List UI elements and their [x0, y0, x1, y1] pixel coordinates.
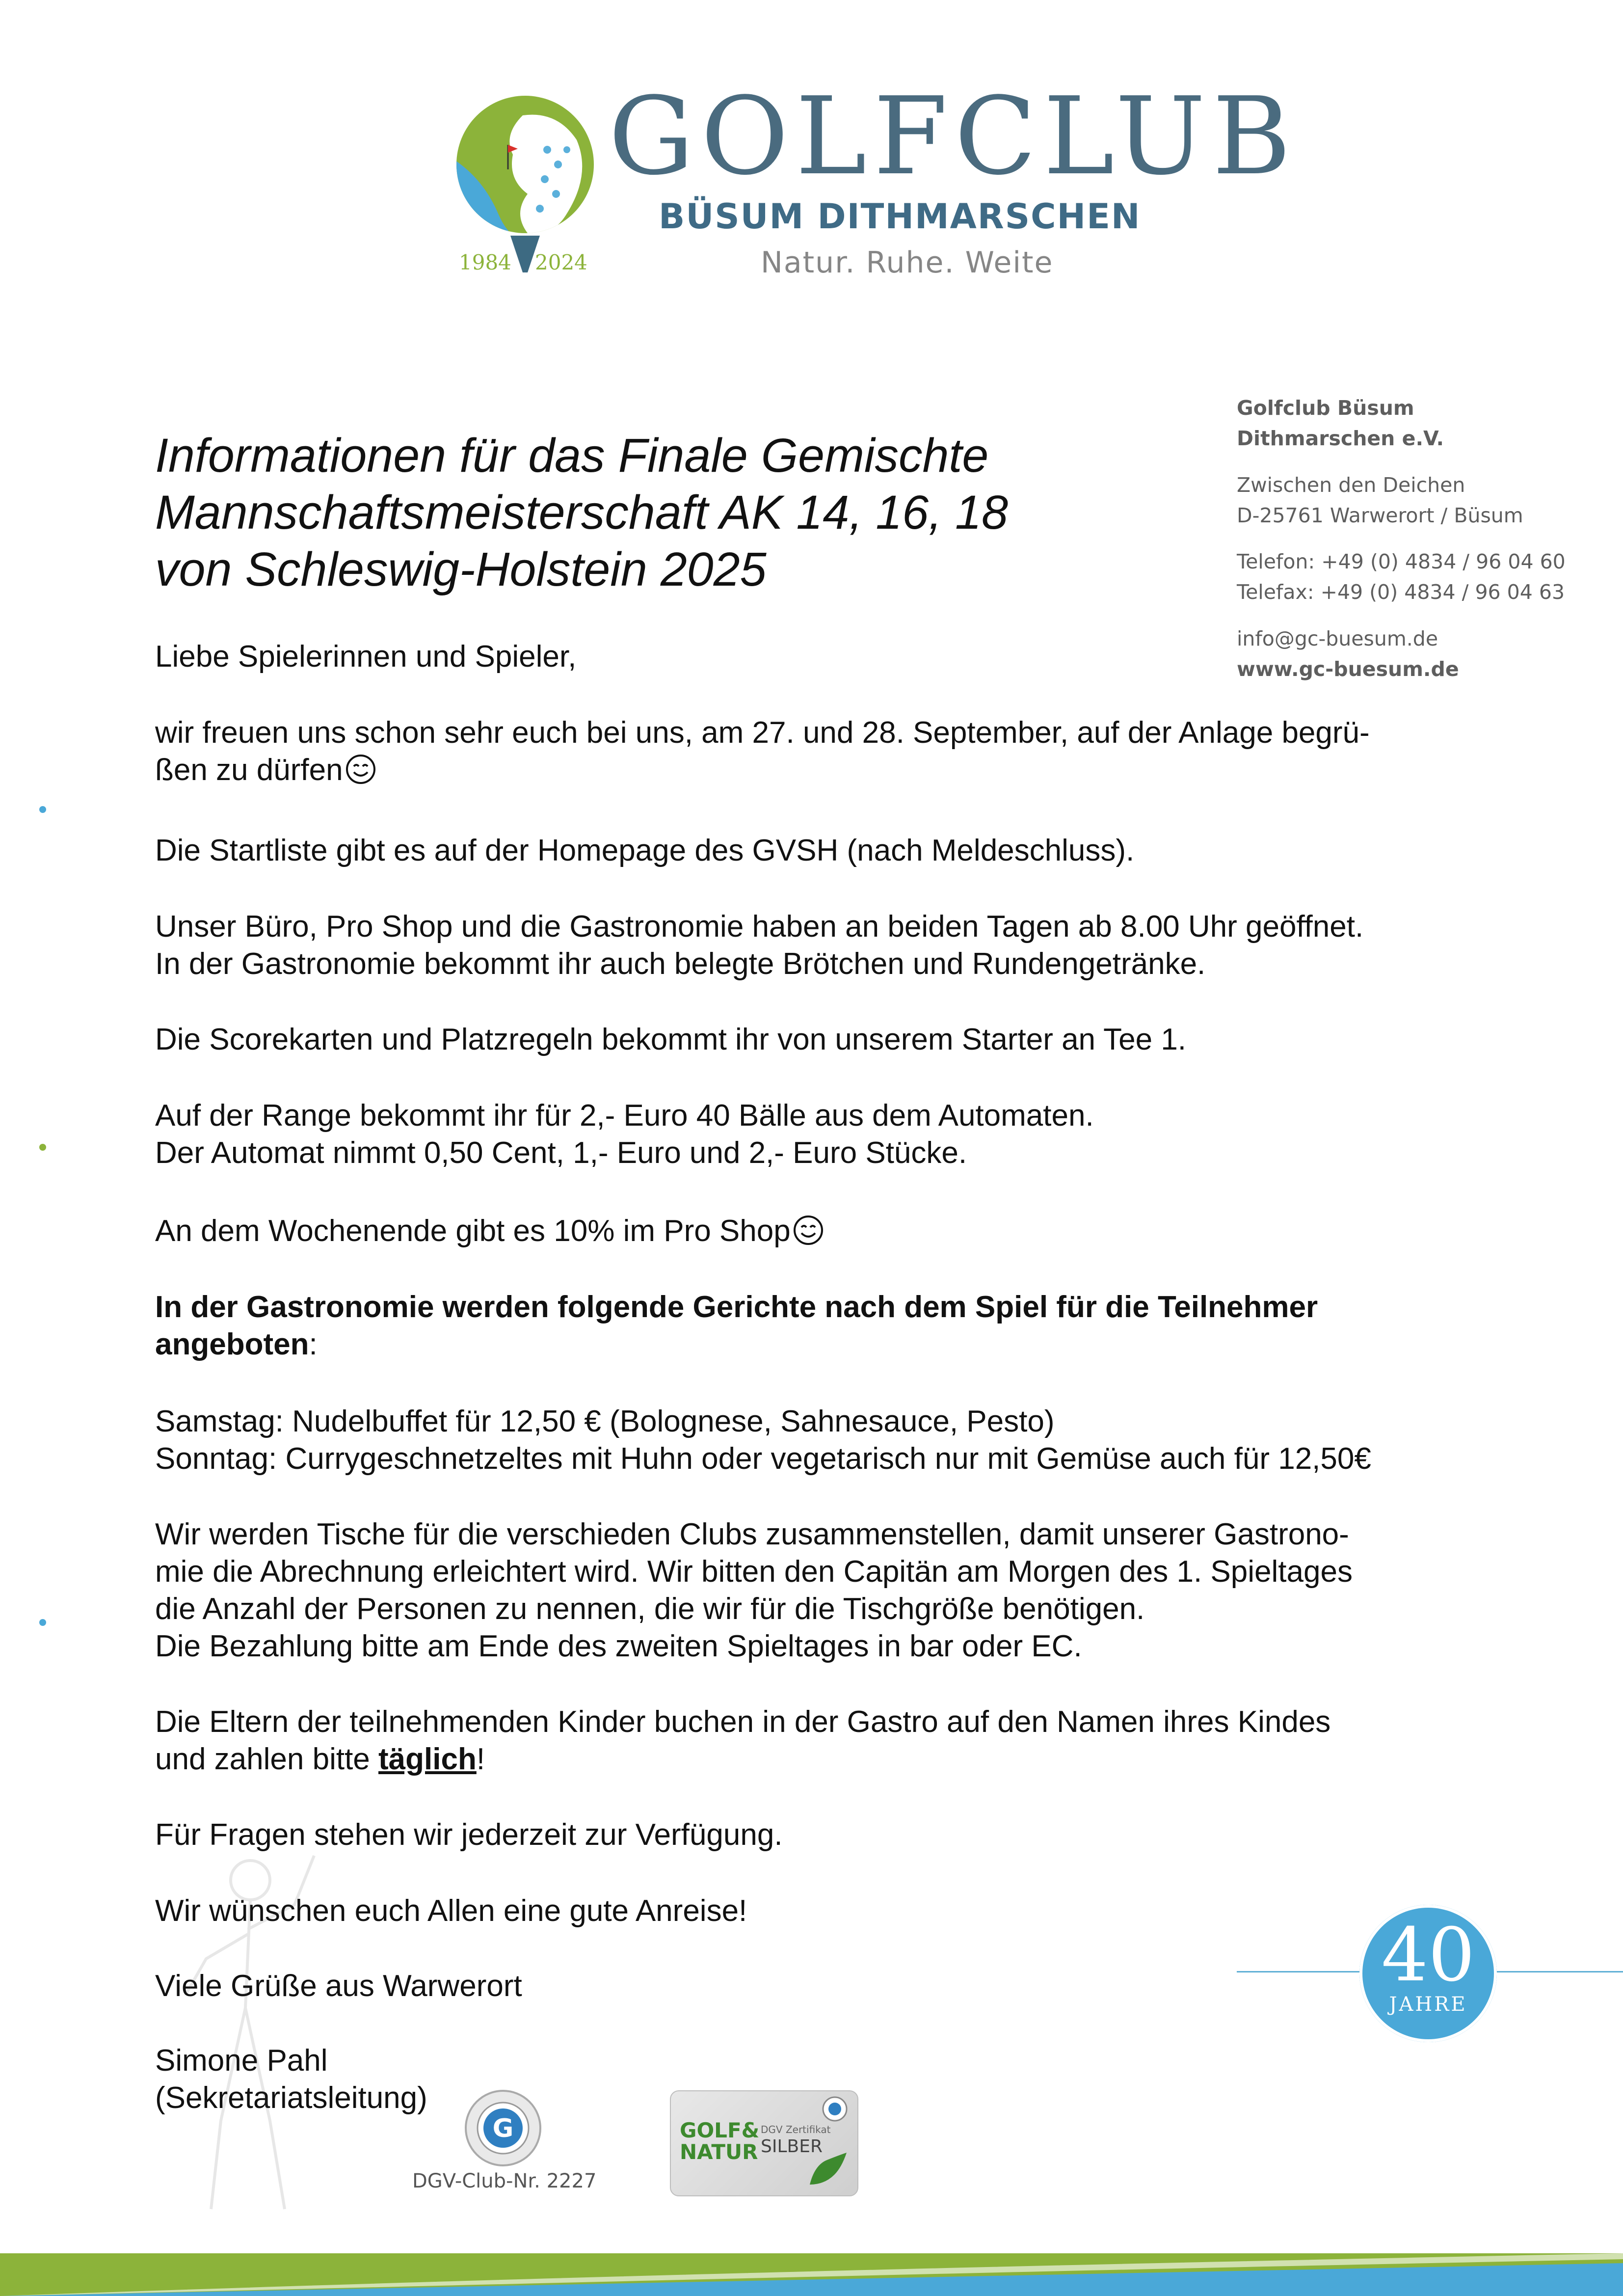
proshop-line: [155, 1213, 824, 1250]
logo-year-end: 2024: [535, 250, 587, 274]
title-line-1: Informationen für das Finale Gemischte: [155, 429, 989, 482]
logo-title: GOLFCLUB: [609, 75, 1298, 199]
tables-line-4: Die Bezahlung bitte am Ende des zweiten Spieltages in bar oder EC.: [155, 1629, 1082, 1663]
margin-dot: [39, 806, 46, 813]
proshop-text: An dem Wochenende gibt es 10% im Pro Shop: [155, 1214, 791, 1248]
dgv-mini-seal-icon: [822, 2096, 848, 2122]
address-name-line1: Golfclub Büsum: [1237, 396, 1414, 420]
tables-line-3: die Anzahl der Personen zu nennen, die wir für die Tischgröße benötigen.: [155, 1592, 1145, 1626]
questions-text: Für Fragen stehen wir jederzeit zur Verfügung.: [155, 1818, 783, 1852]
gastro-heading-line-1: In der Gastronomie werden folgende Gerichte nach dem Spiel für die Teilnehmer: [155, 1290, 1318, 1324]
range-line-1: Auf der Range bekommt ihr für 2,- Euro 40 Bälle aus dem Automaten.: [155, 1099, 1094, 1133]
address-web[interactable]: www.gc-buesum.de: [1237, 657, 1459, 681]
menu-saturday: Samstag: Nudelbuffet für 12,50 € (Bolognese, Sahnesauce, Pesto): [155, 1405, 1055, 1438]
golf-natur-line-2: NATUR: [680, 2140, 758, 2164]
signature-name: Simone Pahl: [155, 2044, 328, 2078]
anniversary-word: JAHRE: [1389, 1993, 1467, 2016]
logo-tagline: Natur. Ruhe. Weite: [761, 245, 1054, 280]
range-line-2: Der Automat nimmt 0,50 Cent, 1,- Euro und 2,- Euro Stücke.: [155, 1136, 967, 1170]
scorecards-text: Die Scorekarten und Platzregeln bekommt ihr von unserem Starter an Tee 1.: [155, 1023, 1187, 1056]
address-fax: Telefax: +49 (0) 4834 / 96 04 63: [1237, 580, 1565, 604]
anniversary-badge: [1359, 1905, 1497, 2042]
golf-natur-cert: DGV Zertifikat: [761, 2124, 831, 2135]
office-line-1: Unser Büro, Pro Shop und die Gastronomie haben an beiden Tagen ab 8.00 Uhr geöffnet.: [155, 910, 1364, 944]
golf-natur-label: [680, 2120, 759, 2163]
greeting: Liebe Spielerinnen und Spieler,: [155, 640, 577, 674]
wish-text: Wir wünschen euch Allen eine gute Anreise!: [155, 1894, 747, 1928]
logo-subtitle: BÜSUM DITHMARSCHEN: [659, 196, 1141, 237]
address-name-line2: Dithmarschen e.V.: [1237, 427, 1444, 450]
anniversary-number: 40: [1381, 1913, 1475, 1998]
signature-role: (Sekretariatsleitung): [155, 2081, 427, 2115]
dgv-seal-icon: [464, 2089, 542, 2167]
office-line-2: In der Gastronomie bekommt ihr auch belegte Brötchen und Rundengetränke.: [155, 947, 1206, 981]
menu-sunday: Sonntag: Currygeschnetzeltes mit Huhn oder vegetarisch nur mit Gemüse auch für 12,50€: [155, 1442, 1371, 1476]
welcome-text: ßen zu dürfen: [155, 753, 343, 787]
logo-year-start: 1984: [459, 250, 511, 274]
oak-leaf-icon: [805, 2150, 849, 2189]
margin-dot: [39, 1619, 46, 1626]
address-city: D-25761 Warwerort / Büsum: [1237, 504, 1523, 527]
title-line-2: Mannschaftsmeisterschaft AK 14, 16, 18: [155, 486, 1008, 539]
tables-line-1: Wir werden Tische für die verschieden Clubs zusammenstellen, damit unserer Gastrono-: [155, 1517, 1349, 1551]
golf-natur-line-1: GOLF&: [680, 2118, 760, 2142]
golfer-watermark-icon: [177, 1846, 324, 2219]
parents-exclaim: !: [476, 1742, 485, 1776]
parents-line-1: Die Eltern der teilnehmenden Kinder buchen in der Gastro auf den Namen ihres Kindes: [155, 1705, 1331, 1739]
title-line-3: von Schleswig-Holstein 2025: [155, 542, 767, 596]
address-phone: Telefon: +49 (0) 4834 / 96 04 60: [1237, 550, 1566, 573]
document-title: [155, 427, 1137, 598]
smiley-icon: [345, 754, 376, 785]
startlist-text: Die Startliste gibt es auf der Homepage des GVSH (nach Meldeschluss).: [155, 834, 1135, 867]
welcome-line-1: wir freuen uns schon sehr euch bei uns, am 27. und 28. September, auf der Anlage begrü-: [155, 716, 1370, 750]
address-street: Zwischen den Deichen: [1237, 473, 1465, 497]
parents-emphasis: täglich: [378, 1742, 477, 1776]
svg-text:G: G: [492, 2114, 514, 2143]
gastro-heading-colon: :: [309, 1327, 318, 1361]
welcome-line-2: [155, 752, 376, 789]
footer-stripe: [0, 2253, 1623, 2296]
smiley-icon: [793, 1215, 824, 1246]
margin-dot: [39, 1144, 46, 1151]
gastro-heading-line-2: [155, 1326, 318, 1363]
gastro-heading-emph: angeboten: [155, 1327, 309, 1361]
golf-natur-level: SILBER: [761, 2136, 823, 2157]
regards-text: Viele Grüße aus Warwerort: [155, 1969, 522, 2003]
tables-line-2: mie die Abrechnung erleichtert wird. Wir bitten den Capitän am Morgen des 1. Spieltages: [155, 1555, 1353, 1589]
parents-text: und zahlen bitte: [155, 1742, 379, 1776]
parents-line-2: [155, 1741, 485, 1778]
address-email[interactable]: info@gc-buesum.de: [1237, 627, 1438, 650]
dgv-club-number: DGV-Club-Nr. 2227: [412, 2170, 597, 2192]
